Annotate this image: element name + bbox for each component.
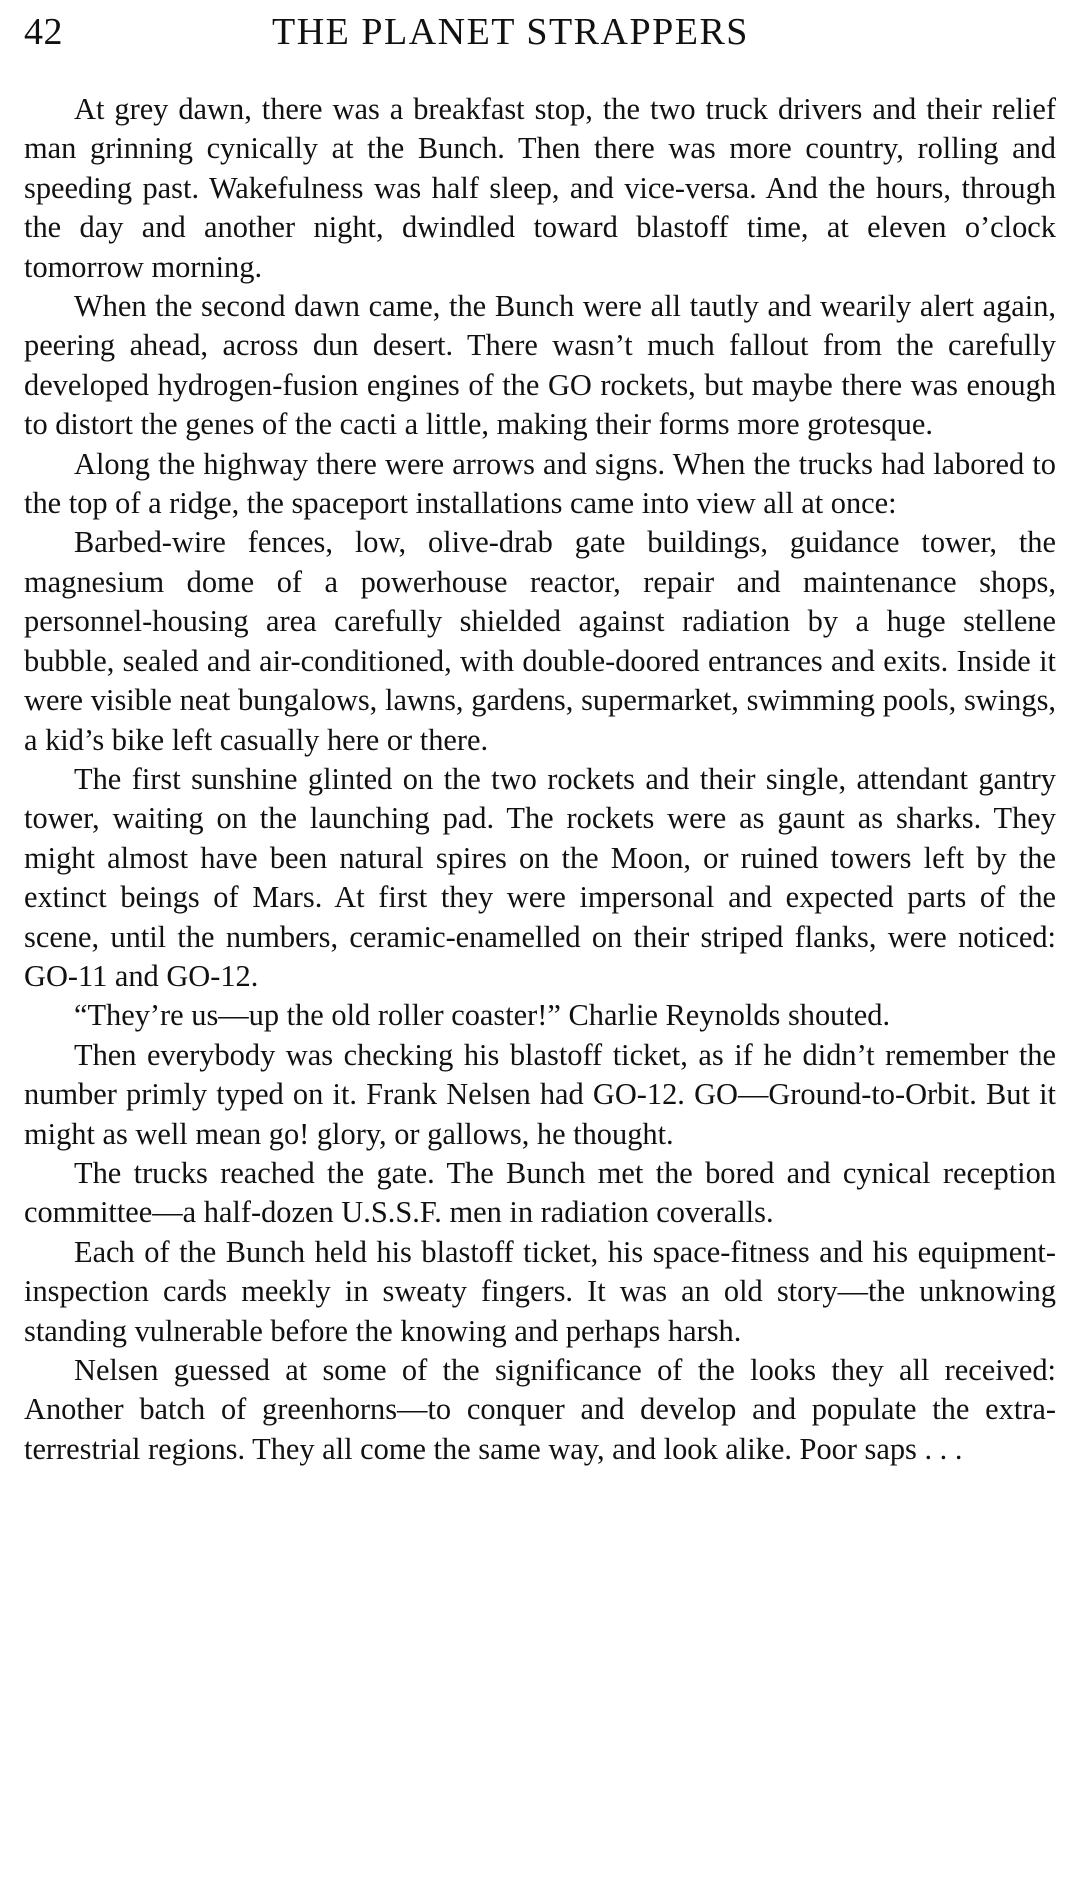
paragraph: At grey dawn, there was a breakfast stop, the two truck drivers and their relief man grinning cynically at the Bunch. Then there was more country, rolling and speeding past. Wakefulness was half sleep, and vice-versa. And the hours, through the day and another night, dwindled toward blastoff time, at eleven o’clock tomorrow morning. xyxy=(24,92,1056,284)
paragraph: Barbed-wire fences, low, olive-drab gate buildings, guidance tower, the magnesium dome of a powerhouse reactor, repair and maintenance shops, personnel-housing area carefully shielded against radiation by a huge stellene bubble, sealed and air-conditioned, with double-doored entrances and exits. Inside it were visible neat bungalows, lawns, gardens, supermarket, swimming pools, swings, a kid’s bike left casually here or there. xyxy=(24,525,1056,757)
paragraph: Nelsen guessed at some of the significance of the looks they all received: Another batch of greenhorns—to conquer and develop and populate the extra-terrestrial regions. They all come the same way, and look alike. Poor saps . . . xyxy=(24,1353,1056,1466)
page-number: 42 xyxy=(24,11,63,53)
paragraph: The first sunshine glinted on the two rockets and their single, attendant gantry tower, waiting on the launching pad. The rockets were as gaunt as sharks. They might almost have been natural spires on the Moon, or ruined towers left by the extinct beings of Mars. At first they were impersonal and expected parts of the scene, until the numbers, ceramic-enamelled on their striped flanks, were noticed: GO-11 and GO-12. xyxy=(24,761,1056,993)
paragraph: The trucks reached the gate. The Bunch met the bored and cynical reception committee—a half-dozen U.S.S.F. men in radiation coveralls. xyxy=(24,1155,1056,1230)
paragraph: Along the highway there were arrows and signs. When the trucks had labored to the top of a ridge, the spaceport installations came into view all at once: xyxy=(24,446,1056,521)
paragraph: When the second dawn came, the Bunch were all tautly and wearily alert again, peering ahead, across dun desert. There wasn’t much fallout from the carefully developed hydrogen-fusion engines of the GO rockets, but maybe there was enough to distort the genes of the cacti a little, making their forms more grotesque. xyxy=(24,289,1056,442)
paragraph: Then everybody was checking his blastoff ticket, as if he didn’t remember the number primly typed on it. Frank Nelsen had GO-12. GO—Ground-to-Orbit. But it might as well mean go! glory, or gallows, he thought. xyxy=(24,1037,1056,1151)
paragraph: Each of the Bunch held his blastoff ticket, his space-fitness and his equipment-inspection cards meekly in sweaty fingers. It was an old story—the unknowing standing vulnerable before the knowing and perhaps harsh. xyxy=(24,1234,1056,1348)
body-text xyxy=(24,90,1056,1469)
running-title: THE PLANET STRAPPERS xyxy=(272,11,749,53)
page-header xyxy=(24,8,1056,56)
paragraph: “They’re us—up the old roller coaster!” Charlie Reynolds shouted. xyxy=(74,998,891,1033)
book-page xyxy=(24,8,1056,1469)
